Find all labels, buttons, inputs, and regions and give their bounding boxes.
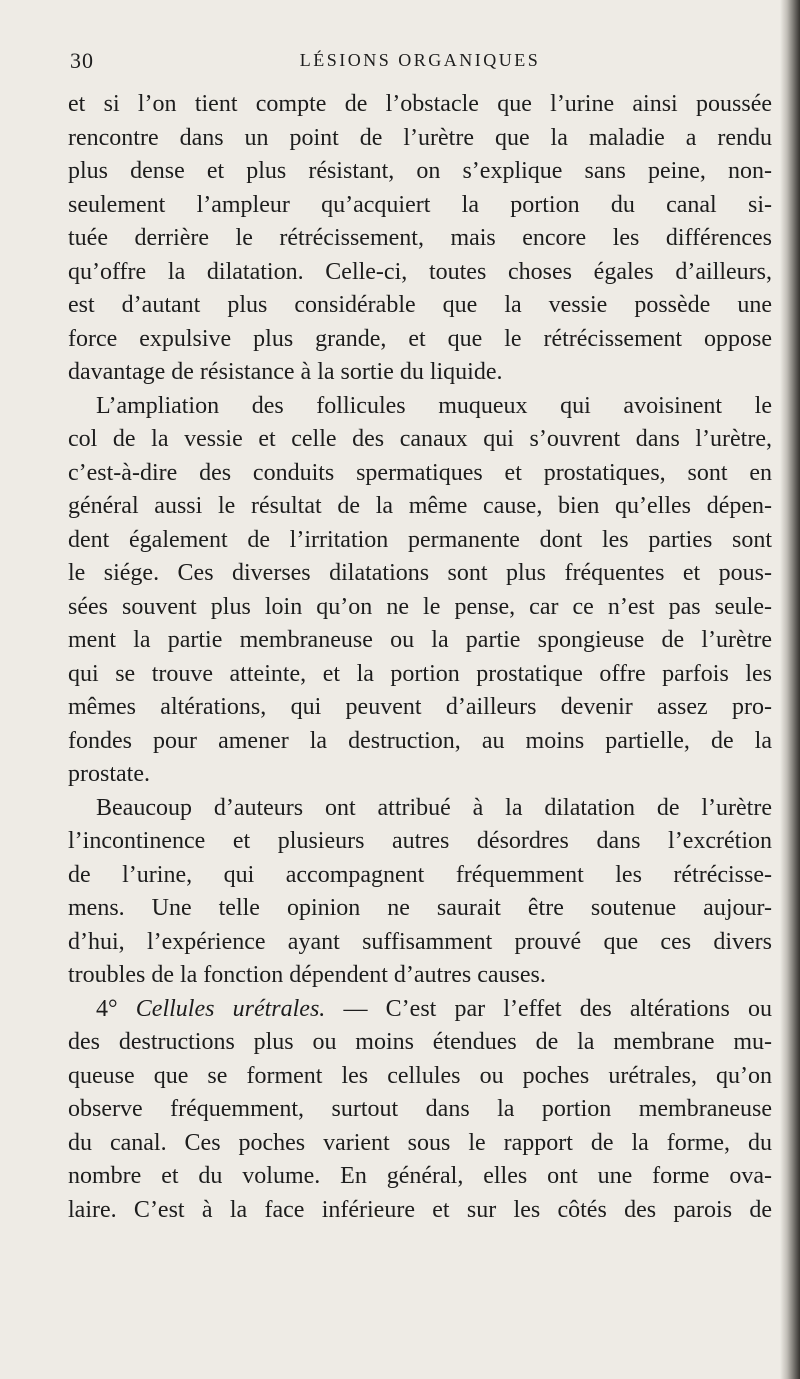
text-line: c’est-à-dire des conduits spermatiques et prostatiques, sont en bbox=[68, 459, 772, 486]
text-line: le siége. Ces diverses dilatations sont plus fréquentes et pous- bbox=[68, 560, 772, 586]
section-first-line: — C’est par l’effet des altérations ou bbox=[343, 995, 772, 1022]
text-line: général aussi le résultat de la même cause, bien qu’elles dépen- bbox=[68, 493, 772, 519]
text-line: qui se trouve atteinte, et la portion prostatique offre parfois les bbox=[68, 660, 772, 687]
text-line: davantage de résistance à la sortie du liquide. bbox=[68, 359, 503, 385]
text-line: L’ampliation des follicules muqueux qui avoisinent le bbox=[96, 392, 772, 419]
section-heading: Cellules urétrales. bbox=[135, 995, 326, 1022]
text-line: plus dense et plus résistant, on s’explique sans peine, non- bbox=[68, 158, 772, 184]
text-line: tuée derrière le rétrécissement, mais encore les différences bbox=[68, 225, 772, 251]
text-line: l’incontinence et plusieurs autres désordres dans l’excrétion bbox=[68, 828, 772, 854]
text-line: mêmes altérations, qui peuvent d’ailleurs devenir assez pro- bbox=[68, 694, 772, 720]
text-line: d’hui, l’expérience ayant suffisamment prouvé que ces divers bbox=[68, 928, 772, 955]
running-title: LÉSIONS ORGANIQUES bbox=[299, 50, 541, 70]
section-number: 4° bbox=[96, 995, 118, 1022]
text-line: queuse que se forment les cellules ou poches urétrales, qu’on bbox=[68, 1062, 772, 1089]
text-line: laire. C’est à la face inférieure et sur les côtés des parois de bbox=[68, 1196, 772, 1223]
text-line: et si l’on tient compte de l’obstacle que l’urine ainsi poussée bbox=[68, 91, 772, 117]
text-line: observe fréquemment, surtout dans la portion membraneuse bbox=[68, 1096, 772, 1122]
text-line: dent également de l’irritation permanente dont les parties sont bbox=[68, 526, 772, 553]
text-line: col de la vessie et celle des canaux qui s’ouvrent dans l’urètre, bbox=[68, 426, 772, 452]
text-line: du canal. Ces poches varient sous le rapport de la forme, du bbox=[68, 1129, 772, 1156]
text-line: est d’autant plus considérable que la vessie possède une bbox=[68, 292, 772, 318]
text-line: de l’urine, qui accompagnent fréquemment les rétrécisse- bbox=[68, 861, 772, 888]
body-text bbox=[68, 88, 772, 1227]
text-line: force expulsive plus grande, et que le rétrécissement oppose bbox=[68, 325, 772, 352]
text-line: des destructions plus ou moins étendues de la membrane mu- bbox=[68, 1029, 772, 1055]
text-line: fondes pour amener la destruction, au moins partielle, de la bbox=[68, 727, 772, 754]
text-line: Beaucoup d’auteurs ont attribué à la dilatation de l’urètre bbox=[96, 794, 772, 821]
text-line: mens. Une telle opinion ne saurait être soutenue aujour- bbox=[68, 895, 772, 921]
section-heading-line bbox=[68, 993, 772, 1027]
text-line: ment la partie membraneuse ou la partie spongieuse de l’urètre bbox=[68, 627, 772, 653]
text-line: seulement l’ampleur qu’acquiert la portion du canal si- bbox=[68, 191, 772, 218]
text-line: sées souvent plus loin qu’on ne le pense, car ce n’est pas seule- bbox=[68, 593, 772, 620]
page-edge-shadow bbox=[780, 0, 800, 1379]
text-line: rencontre dans un point de l’urètre que la maladie a rendu bbox=[68, 124, 772, 151]
text-line: prostate. bbox=[68, 761, 150, 787]
text-line: qu’offre la dilatation. Celle-ci, toutes choses égales d’ailleurs, bbox=[68, 258, 772, 285]
page-header bbox=[70, 48, 770, 78]
page-number: 30 bbox=[70, 48, 94, 73]
text-line: troubles de la fonction dépendent d’autres causes. bbox=[68, 962, 546, 988]
text-line: nombre et du volume. En général, elles ont une forme ova- bbox=[68, 1163, 772, 1189]
